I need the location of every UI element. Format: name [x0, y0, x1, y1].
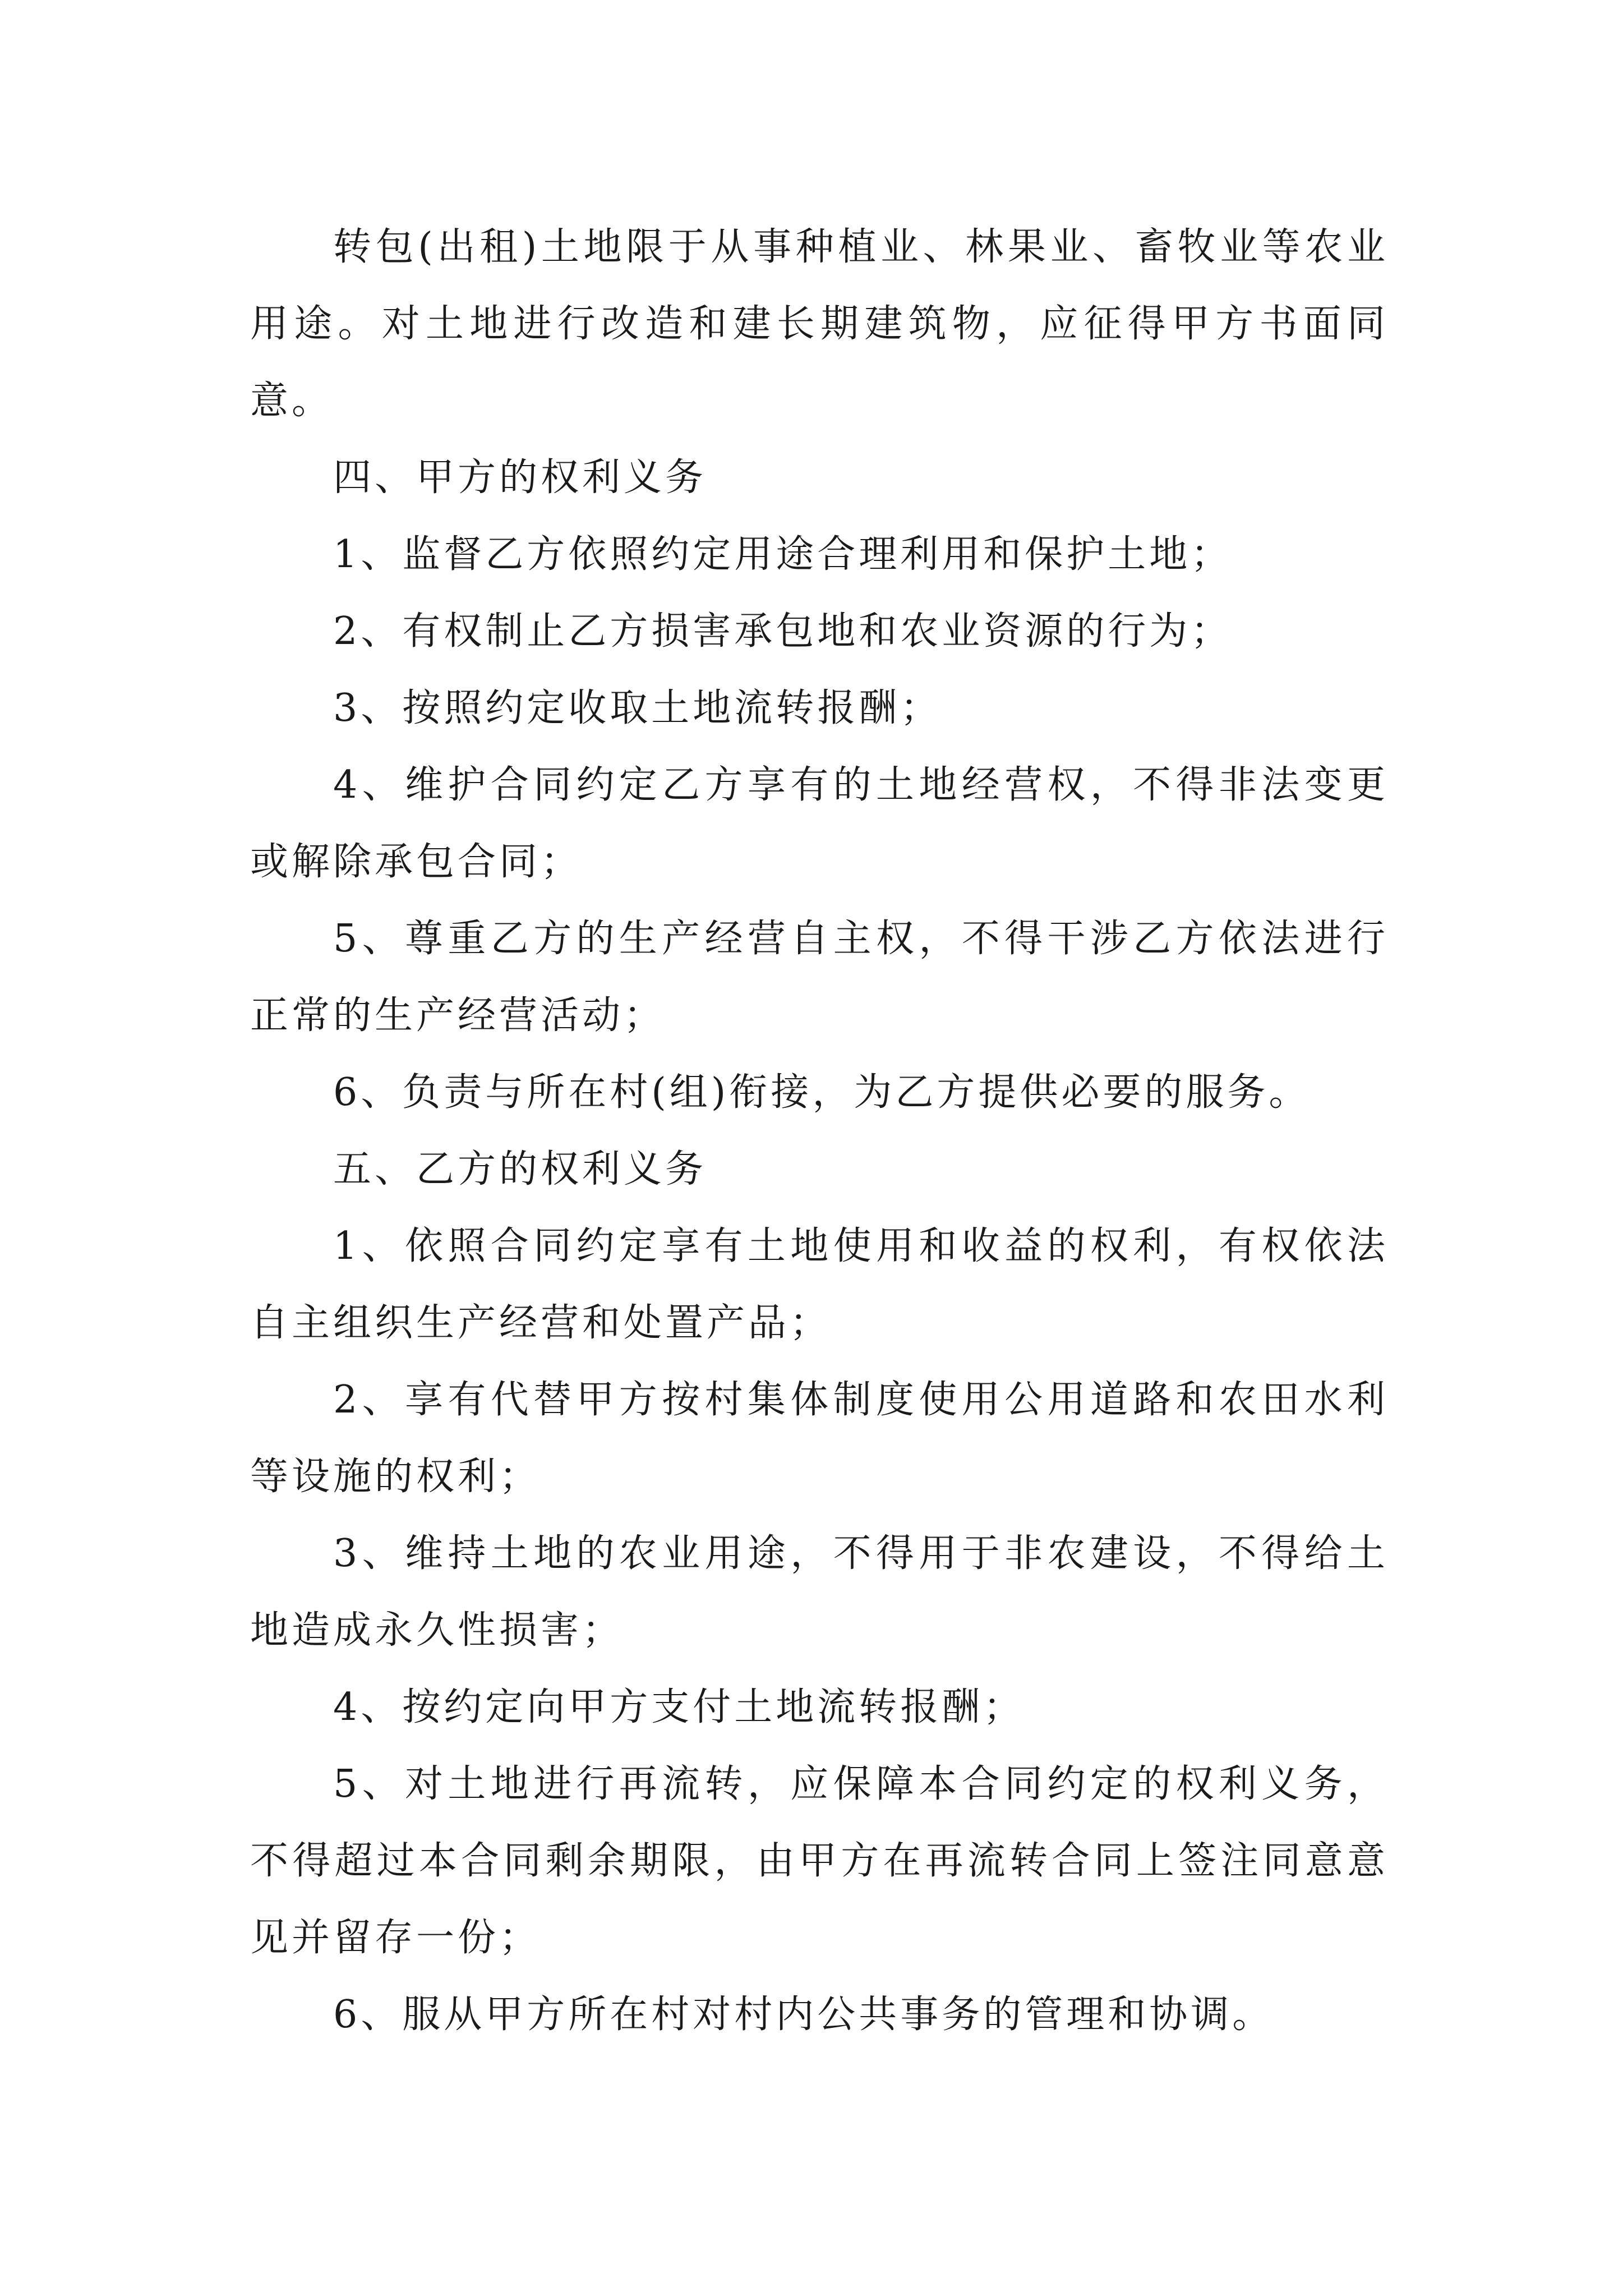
- party-a-item-6: 6、负责与所在村(组)衔接，为乙方提供必要的服务。: [333, 1070, 1311, 1115]
- party-b-item-1: 1、依照合同约定享有土地使用和收益的权利，有权依法自主组织生产经营和处置产品；: [250, 1224, 1389, 1345]
- party-a-item-2: 2、有权制止乙方损害承包地和农业资源的行为；: [333, 609, 1233, 654]
- party-a-item-1: 1、监督乙方依照约定用途合理利用和保护土地；: [333, 532, 1233, 577]
- party-a-item-4: 4、维护合同约定乙方享有的土地经营权，不得非法变更或解除承包合同；: [250, 763, 1389, 884]
- paragraph-land-use-restriction: 转包(出租)土地限于从事种植业、林果业、畜牧业等农业用途。对土地进行改造和建长期建筑物，应征得甲方书面同意。: [250, 225, 1389, 423]
- party-a-item-3: 3、按照约定收取土地流转报酬；: [333, 686, 942, 730]
- section-heading-party-a-rights: 四、甲方的权利义务: [333, 455, 707, 500]
- document-page: [250, 209, 1389, 2053]
- party-b-item-6: 6、服从甲方所在村对村内公共事务的管理和协调。: [333, 1993, 1274, 2037]
- party-b-item-2: 2、享有代替甲方按村集体制度使用公用道路和农田水利等设施的权利；: [250, 1378, 1389, 1499]
- party-b-item-5: 5、对土地进行再流转，应保障本合同约定的权利义务，不得超过本合同剩余期限，由甲方在再流转合同上签注同意意见并留存一份；: [250, 1762, 1389, 1960]
- party-b-item-3: 3、维持土地的农业用途，不得用于非农建设，不得给土地造成永久性损害；: [250, 1531, 1389, 1653]
- party-a-item-5: 5、尊重乙方的生产经营自主权，不得干涉乙方依法进行正常的生产经营活动；: [250, 917, 1389, 1038]
- party-b-item-4: 4、按约定向甲方支付土地流转报酬；: [333, 1685, 1025, 1729]
- section-heading-party-b-rights: 五、乙方的权利义务: [333, 1147, 707, 1191]
